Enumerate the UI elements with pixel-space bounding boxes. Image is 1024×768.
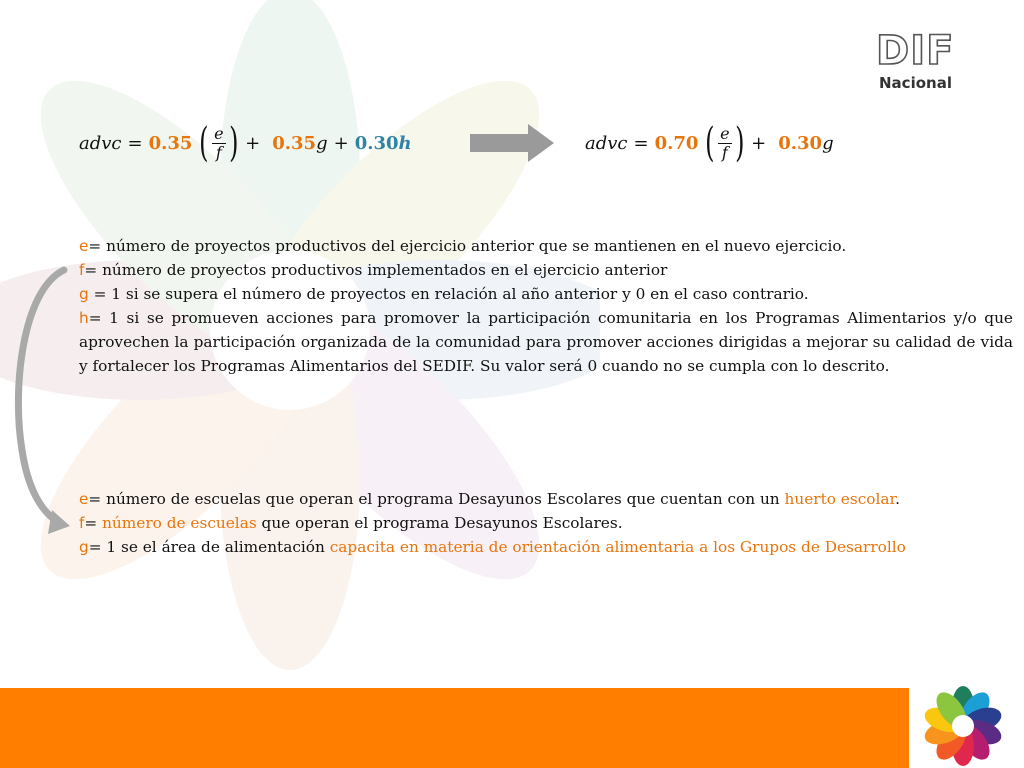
formula-eq: = <box>633 132 649 154</box>
def-e-text: = número de proyectos productivos del ejercicio anterior que se mantienen en el nuevo ejercicio. <box>88 237 847 255</box>
def-f <box>79 511 1013 535</box>
key-f: f <box>79 261 85 279</box>
formula-right <box>585 115 834 171</box>
var-g: g <box>316 132 328 154</box>
logo-dif-text: DIF <box>876 28 955 74</box>
def-f <box>79 258 1013 282</box>
frac-numerator: e <box>214 123 224 143</box>
def-g-text: = 1 se el área de alimentación <box>88 538 330 556</box>
formula-eq: = <box>127 132 143 154</box>
coef-3: 0.30 <box>354 132 399 154</box>
coef-2: 0.35 <box>272 132 317 154</box>
key-e: e <box>79 490 89 508</box>
var-h: h <box>398 132 412 154</box>
key-g: g <box>79 285 89 303</box>
highlight-escuelas: número de escuelas <box>102 514 257 532</box>
highlight-huerto: huerto escolar <box>784 490 896 508</box>
key-g: g <box>79 538 89 556</box>
def-e-text: = número de escuelas que operan el programa Desayunos Escolares que cuentan con un <box>88 490 785 508</box>
key-e: e <box>79 237 89 255</box>
key-f: f <box>79 514 85 532</box>
footer-orange-bar <box>0 688 909 768</box>
def-h <box>79 306 1013 378</box>
frac-denominator: f <box>721 142 728 162</box>
fraction: ( $\frac{e}{f}$ ) <box>199 120 239 166</box>
def-f-text: = número de proyectos productivos implementados en el ejercicio anterior <box>84 261 668 279</box>
dif-nacional-logo <box>876 30 960 94</box>
frac-denominator: f <box>215 142 222 162</box>
def-h-text: = 1 si se promueven acciones para promover la participación comunitaria en los Programas Alimentarios y/o que aprovechen la participación organizada de la comunidad para promover acciones dirigidas a mejorar su calidad de vida y fortalecer los Programas Alimentarios del SEDIF. Su valor será 0 cuando no se cumpla con lo descrito. <box>79 309 1013 375</box>
var-g: g <box>822 132 834 154</box>
highlight-capacita: capacita en materia de orientación alimentaria a los Grupos de Desarrollo <box>329 538 906 556</box>
curved-arrow-icon <box>12 250 72 540</box>
plus-sign: + <box>333 132 349 154</box>
def-g <box>79 282 1013 306</box>
coef-1: 0.70 <box>654 132 699 154</box>
def-f-text: = <box>84 514 103 532</box>
def-f-text-end: que operan el programa Desayunos Escolares. <box>256 514 623 532</box>
key-h: h <box>79 309 89 327</box>
formula-lhs: advc <box>585 132 628 154</box>
fraction: ( $\frac{e}{f}$ ) <box>705 120 745 166</box>
plus-sign: + <box>751 132 767 154</box>
coef-1: 0.35 <box>148 132 193 154</box>
right-arrow-icon <box>470 124 554 162</box>
dif-flower-logo-icon <box>918 683 1008 768</box>
coef-2: 0.30 <box>778 132 823 154</box>
frac-numerator: e <box>720 123 730 143</box>
formula-left <box>79 115 412 171</box>
def-e <box>79 487 1013 511</box>
def-g-text: = 1 si se supera el número de proyectos en relación al año anterior y 0 en el caso contrario. <box>88 285 809 303</box>
def-e <box>79 234 1013 258</box>
logo-nacional-text: Nacional <box>879 74 952 92</box>
definitions-current <box>79 234 1013 378</box>
def-e-end: . <box>895 490 901 508</box>
def-g <box>79 535 1013 559</box>
formula-lhs: advc <box>79 132 122 154</box>
plus-sign: + <box>245 132 261 154</box>
definitions-new <box>79 487 1013 559</box>
